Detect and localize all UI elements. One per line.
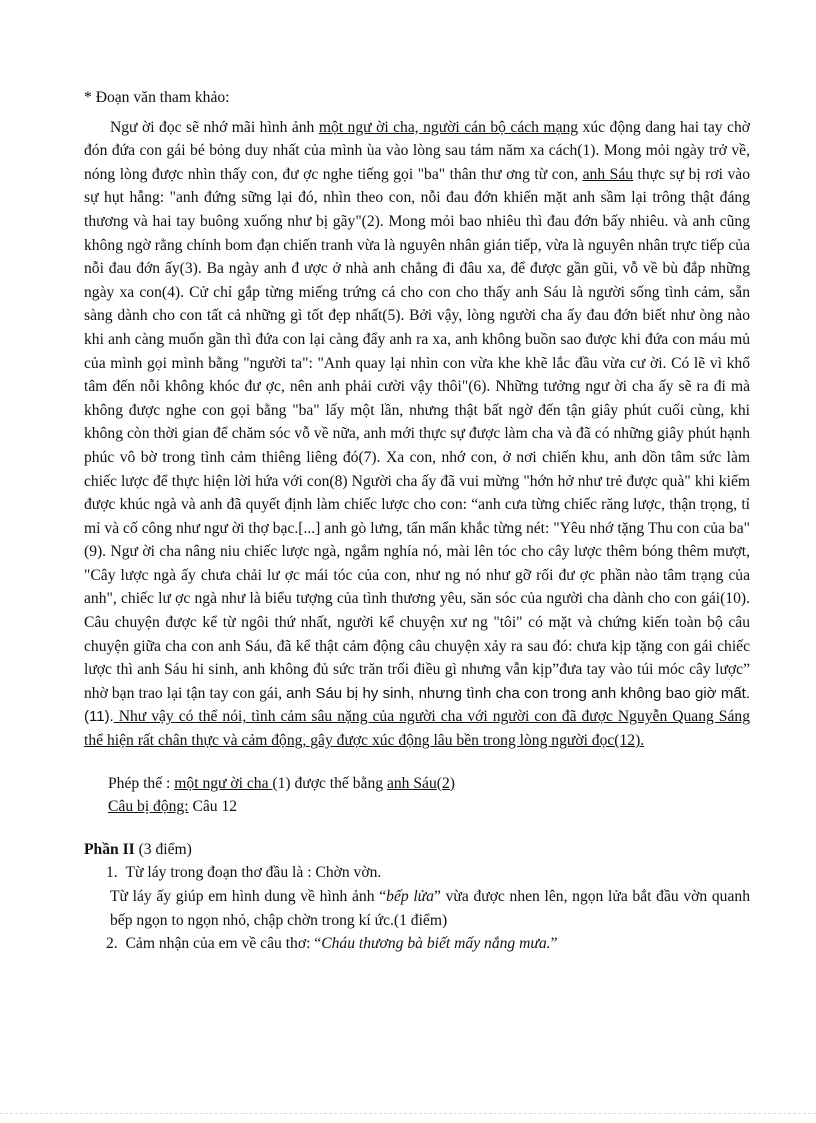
sentence-12: Như vậy có thể nói, tình cảm sâu nặng của người cha với người con đã được Nguyễn Quang Sáng thể hiện rất chân thực và cảm động, gây được xúc động lâu bền trong lòng người đọc(12). xyxy=(84,708,750,750)
explanation-text: ” vừa được nhen lên, ngọn lửa bắt đầu vờn quanh bếp ngọn to ngọn nhỏ, chập chờn trong kí ức.(1 điểm) xyxy=(110,888,750,929)
item-text: Từ láy trong đoạn thơ đầu là : Chờn vờn. xyxy=(125,864,382,882)
quoted-term: bếp lửa xyxy=(386,888,434,905)
substitution-label: Phép thế : xyxy=(108,774,175,792)
sentence-11: anh Sáu bị hy sinh, nhưng tình cha con trong anh không bao giờ mất.(11). xyxy=(84,684,751,726)
part-two-title: Phần II xyxy=(84,840,135,858)
item-number: 2. xyxy=(106,935,118,953)
underlined-phrase: anh Sáu xyxy=(582,165,634,183)
page-bottom-edge xyxy=(0,1113,816,1114)
quoted-verse: Cháu thương bà biết mấy nắng mưa. xyxy=(321,935,551,953)
part-two-heading xyxy=(84,838,750,862)
part-two-points: (3 điểm) xyxy=(134,840,192,858)
item-explanation xyxy=(110,885,750,932)
substitution-to: anh Sáu(2) xyxy=(386,774,455,792)
list-item xyxy=(106,861,750,885)
substitution-from: một ngư ời cha xyxy=(174,774,273,792)
explanation-text: Từ láy ấy giúp em hình dung về hình ảnh “ xyxy=(110,888,387,905)
item-text: Cảm nhận của em về câu thơ: “ xyxy=(125,935,322,953)
item-text: ” xyxy=(550,935,558,953)
document-page xyxy=(84,86,750,956)
passive-label: Câu bị động: xyxy=(108,798,189,816)
passive-note xyxy=(108,795,750,819)
underlined-phrase: một ngư ời cha, người cán bộ cách mạng xyxy=(318,118,579,136)
paragraph-text: xúc động dang hai tay chờ đón đứa con gái bé bỏng duy nhất của mình ùa vào lòng sau tám năm xa cách(1). Mong mỏi ngày trở về, nóng lòng được nhìn thấy con, đư ợc nghe tiếng gọi "ba" thân thư ơng từ con, xyxy=(84,118,750,183)
paragraph-text: Ngư ời đọc sẽ nhớ mãi hình ảnh xyxy=(110,118,319,136)
analysis-notes xyxy=(108,772,750,819)
passive-value: Câu 12 xyxy=(188,798,238,816)
substitution-note xyxy=(108,772,750,796)
item-number: 1. xyxy=(106,864,118,882)
section-heading: * Đoạn văn tham khảo: xyxy=(84,89,230,106)
part-two xyxy=(84,838,750,956)
substitution-middle: (1) được thế bằng xyxy=(272,774,387,792)
paragraph-text: thực sự bị rơi vào sự hụt hẫng: "anh đứng sững lại đó, nhìn theo con, nỗi đau đớn khiến mặt anh sầm lại trông thật đáng thương và hai tay buông xuống như bị gãy"(2). Mong mỏi bao nhiêu thì đau đớn bấy nhiêu. và anh cũng không ngờ rằng chính bom đạn chiến tranh vừa là nguyên nhân gián tiếp, vừa là nguyên nhân trực tiếp của nỗi đau đớn ấy(3). Ba ngày anh đ ược ở nhà anh chẳng đi đâu xa, để được gần gũi, vỗ về bù đắp những ngày xa con(4). Cử chỉ gắp từng miếng trứng cá cho con cho thấy anh Sáu là người sống tình cảm, sẵn sàng dành cho con tất cả những gì tốt đẹp nhất(5). Bởi vậy, lòng người cha ấy đau đớn biết như òng nào khi anh càng muốn gần thì đứa con lại càng đẩy anh ra xa, anh không buồn sao được khi đứa con máu mủ của mình gọi mình bằng "người ta": "Anh quay lại nhìn con vừa khe khẽ lắc đầu vừa cư ời. Có lẽ vì khổ tâm đến nỗi không khóc đư ợc, nên anh phải cười vậy thôi"(6). Những tưởng ngư ời cha ấy sẽ ra đi mà không được nghe con gọi bằng "ba" lấy một lần, nhưng thật bất ngờ đến tận giây phút cuối cùng, khi không còn thời gian để chăm sóc vỗ về nữa, anh mới thực sự được làm cha và đã có những giây phút hạnh phúc vô bờ trong tình cảm thiêng liêng đó(7). Xa con, nhớ con, ở nơi chiến khu, anh dồn tâm sức làm chiếc lược để thực hiện lời hứa với con(8) Người cha ấy đã vui mừng "hớn hở như trẻ được quà" khi kiếm được khúc ngà và anh đã quyết định làm chiếc lược cho con: “anh cưa từng chiếc răng lược, thận trọng, tỉ mỉ và cố công như ngư ời thợ bạc.[...] anh gò lưng, tẩn mẩn khắc từng nét: "Yêu nhớ tặng Thu con của ba"(9). Ngư ời cha nâng niu chiếc lược ngà, ngắm nghía nó, mài lên tóc cho cây lược thêm bóng thêm mượt, "Cây lược ngà ấy chưa chải lư ợc mái tóc của con, như ng nó như gỡ rối đư ợc phần nào tâm trạng của anh", chiếc lư ợc ngà như là biểu tượng của tình thương yêu, săn sóc của người cha dành cho con gái(10). Câu chuyện được kể từ ngôi thứ nhất, người kể chuyện xư ng "tôi" có mặt và chứng kiến toàn bộ câu chuyện giữa cha con anh Sáu, đã kể thật cảm động câu chuyện xảy ra sau đó: chưa kịp tặng con gái chiếc lược thì anh Sáu hi sinh, anh không đủ sức trăn trối điều gì nhưng vẫn kịp”đưa tay vào túi móc cây lược” nhờ bạn trao lại tận tay con gái, xyxy=(84,165,751,702)
list-item xyxy=(106,932,750,956)
reference-paragraph xyxy=(84,116,750,753)
